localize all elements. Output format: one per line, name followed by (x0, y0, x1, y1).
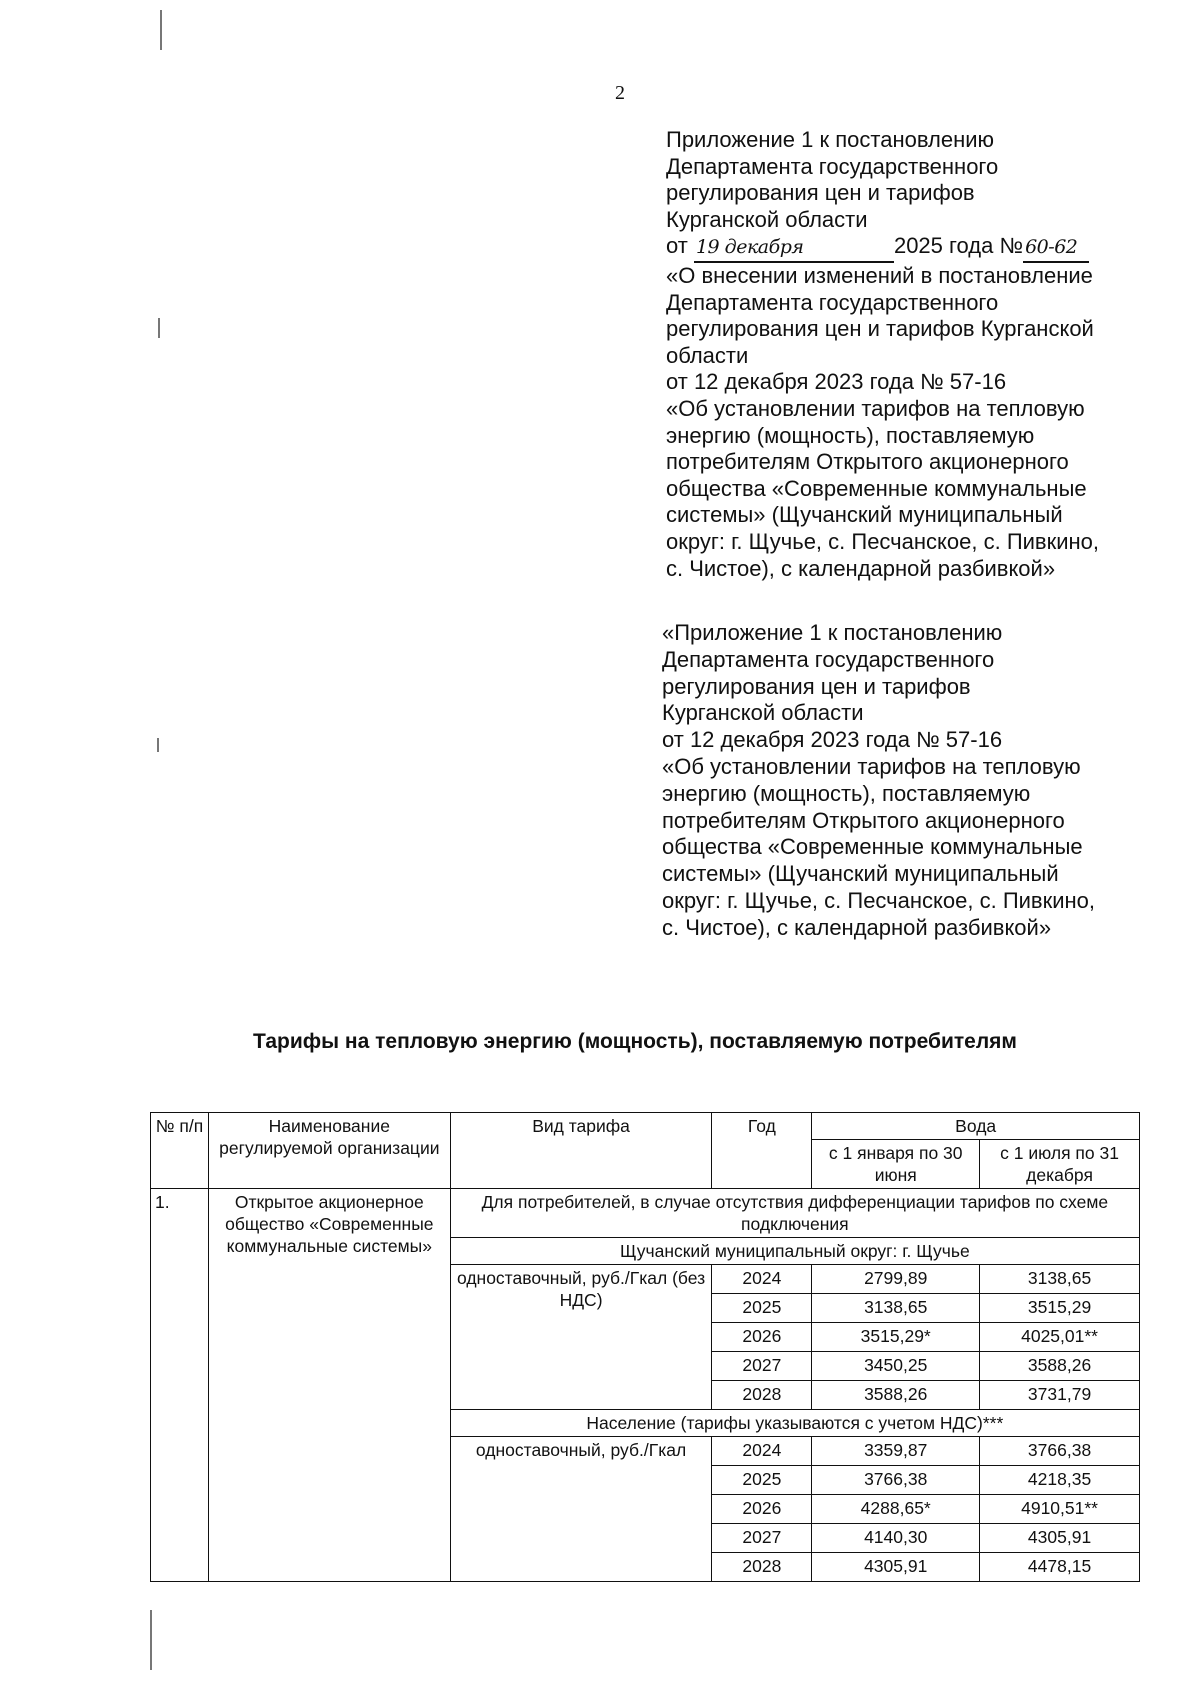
appendix-date-line (666, 233, 1166, 263)
table-title: Тарифы на тепловую энергию (мощность), поставляемую потребителям (253, 1030, 1017, 1053)
handwritten-date (694, 233, 894, 263)
tariff-h1-cell: 3515,29* (812, 1323, 980, 1352)
tariff-table (150, 1112, 1140, 1582)
appendix2-line: «Об установлении тарифов на тепловую (662, 753, 1081, 779)
handwritten-date-text: 19 декабря (695, 236, 804, 259)
year-cell: 2026 (712, 1323, 812, 1352)
section1-title-row (151, 1189, 1140, 1238)
year-cell: 2025 (712, 1294, 812, 1323)
amendment-line: «Об установлении тарифов на тепловую (666, 395, 1085, 421)
tariff-h2-cell: 3766,38 (980, 1437, 1140, 1466)
appendix2-line: от 12 декабря 2023 года № 57-16 (662, 727, 1003, 753)
year-cell: 2024 (712, 1265, 812, 1294)
appendix2-line: энергию (мощность), поставляемую (662, 780, 1031, 806)
appendix-line: регулирования цен и тарифов (666, 180, 975, 206)
page-number: 2 (615, 82, 625, 104)
scan-margin-mark (150, 1610, 152, 1670)
appendix-original-header (662, 620, 1162, 942)
appendix2-line: округ: г. Щучье, с. Песчанское, с. Пивкино, (662, 887, 1096, 913)
year-cell: 2028 (712, 1381, 812, 1410)
handwritten-number (1023, 233, 1089, 263)
date-prefix: от (666, 233, 688, 259)
tariff-h2-cell: 4478,15 (980, 1553, 1140, 1582)
tariff-h2-cell: 3515,29 (980, 1294, 1140, 1323)
header-num: № п/п (151, 1113, 209, 1189)
amendment-line: потребителям Открытого акционерного (666, 449, 1069, 475)
scan-margin-mark (158, 318, 160, 338)
tariff-h2-cell: 3138,65 (980, 1265, 1140, 1294)
appendix-line: Курганской области (666, 206, 868, 232)
tariff-h1-cell: 3450,25 (812, 1352, 980, 1381)
amendment-line: от 12 декабря 2023 года № 57-16 (666, 369, 1007, 395)
appendix2-line: «Приложение 1 к постановлению (662, 620, 1003, 645)
header-org: Наименование регулируемой организации (208, 1113, 450, 1189)
tariff-h2-cell: 3731,79 (980, 1381, 1140, 1410)
year-cell: 2027 (712, 1524, 812, 1553)
appendix-line: Департамента государственного (666, 153, 999, 179)
appendix2-line: с. Чистое), с календарной разбивкой» (662, 914, 1052, 940)
tariff-h2-cell: 4305,91 (980, 1524, 1140, 1553)
tariff-h2-cell: 4025,01** (980, 1323, 1140, 1352)
year-cell: 2028 (712, 1553, 812, 1582)
section1-title: Для потребителей, в случае отсутствия дифференциации тарифов по схеме подключения (450, 1189, 1139, 1238)
appendix2-line: системы» (Щучанский муниципальный (662, 861, 1059, 887)
section2-title: Население (тарифы указываются с учетом НДС)*** (450, 1410, 1139, 1437)
tariff-h1-cell: 4288,65* (812, 1495, 980, 1524)
amendment-line: общества «Современные коммунальные (666, 475, 1087, 501)
tariff-h1-cell: 3766,38 (812, 1466, 980, 1495)
amendment-line: системы» (Щучанский муниципальный (666, 502, 1063, 528)
tariff-h2-cell: 4910,51** (980, 1495, 1140, 1524)
year-cell: 2025 (712, 1466, 812, 1495)
amendment-line: «О внесении изменений в постановление (666, 262, 1093, 288)
handwritten-number-text: 60-62 (1025, 236, 1078, 259)
amendment-line: с. Чистое), с календарной разбивкой» (666, 555, 1056, 581)
tariff-h2-cell: 3588,26 (980, 1352, 1140, 1381)
amendment-line: области (666, 342, 749, 368)
appendix2-line: общества «Современные коммунальные (662, 834, 1083, 860)
appendix2-line: Курганской области (662, 700, 864, 726)
tariff-h1-cell: 3138,65 (812, 1294, 980, 1323)
tariff-h1-cell: 2799,89 (812, 1265, 980, 1294)
tariff-h1-cell: 4140,30 (812, 1524, 980, 1553)
header-year: Год (712, 1113, 812, 1189)
scan-margin-mark (160, 10, 162, 50)
header-period1: с 1 января по 30 июня (812, 1140, 980, 1189)
section1-subtitle: Щучанский муниципальный округ: г. Щучье (450, 1238, 1139, 1265)
section1-tariff-type: одноставочный, руб./Гкал (без НДС) (450, 1265, 712, 1410)
amendment-line: Департамента государственного (666, 289, 999, 315)
amendment-line: энергию (мощность), поставляемую (666, 422, 1035, 448)
section2-tariff-type: одноставочный, руб./Гкал (450, 1437, 712, 1582)
tariff-h1-cell: 3588,26 (812, 1381, 980, 1410)
amendment-line: округ: г. Щучье, с. Песчанское, с. Пивкино, (666, 528, 1100, 554)
row-number: 1. (151, 1189, 209, 1582)
header-type: Вид тарифа (450, 1113, 712, 1189)
year-cell: 2026 (712, 1495, 812, 1524)
appendix2-line: потребителям Открытого акционерного (662, 807, 1065, 833)
tariff-h1-cell: 3359,87 (812, 1437, 980, 1466)
header-period2: с 1 июля по 31 декабря (980, 1140, 1140, 1189)
year-cell: 2024 (712, 1437, 812, 1466)
amendment-line: регулирования цен и тарифов Курганской (666, 316, 1094, 342)
org-name: Открытое акционерное общество «Современные коммунальные системы» (208, 1189, 450, 1582)
appendix2-line: Департамента государственного (662, 646, 995, 672)
appendix-header (666, 127, 1166, 582)
scan-margin-mark (157, 738, 159, 752)
tariff-h1-cell: 4305,91 (812, 1553, 980, 1582)
appendix2-line: регулирования цен и тарифов (662, 673, 971, 699)
appendix-line: Приложение 1 к постановлению (666, 127, 995, 152)
year-cell: 2027 (712, 1352, 812, 1381)
year-text: 2025 года № (893, 233, 1024, 259)
table-header-row (151, 1113, 1140, 1140)
header-water: Вода (812, 1113, 1140, 1140)
tariff-h2-cell: 4218,35 (980, 1466, 1140, 1495)
